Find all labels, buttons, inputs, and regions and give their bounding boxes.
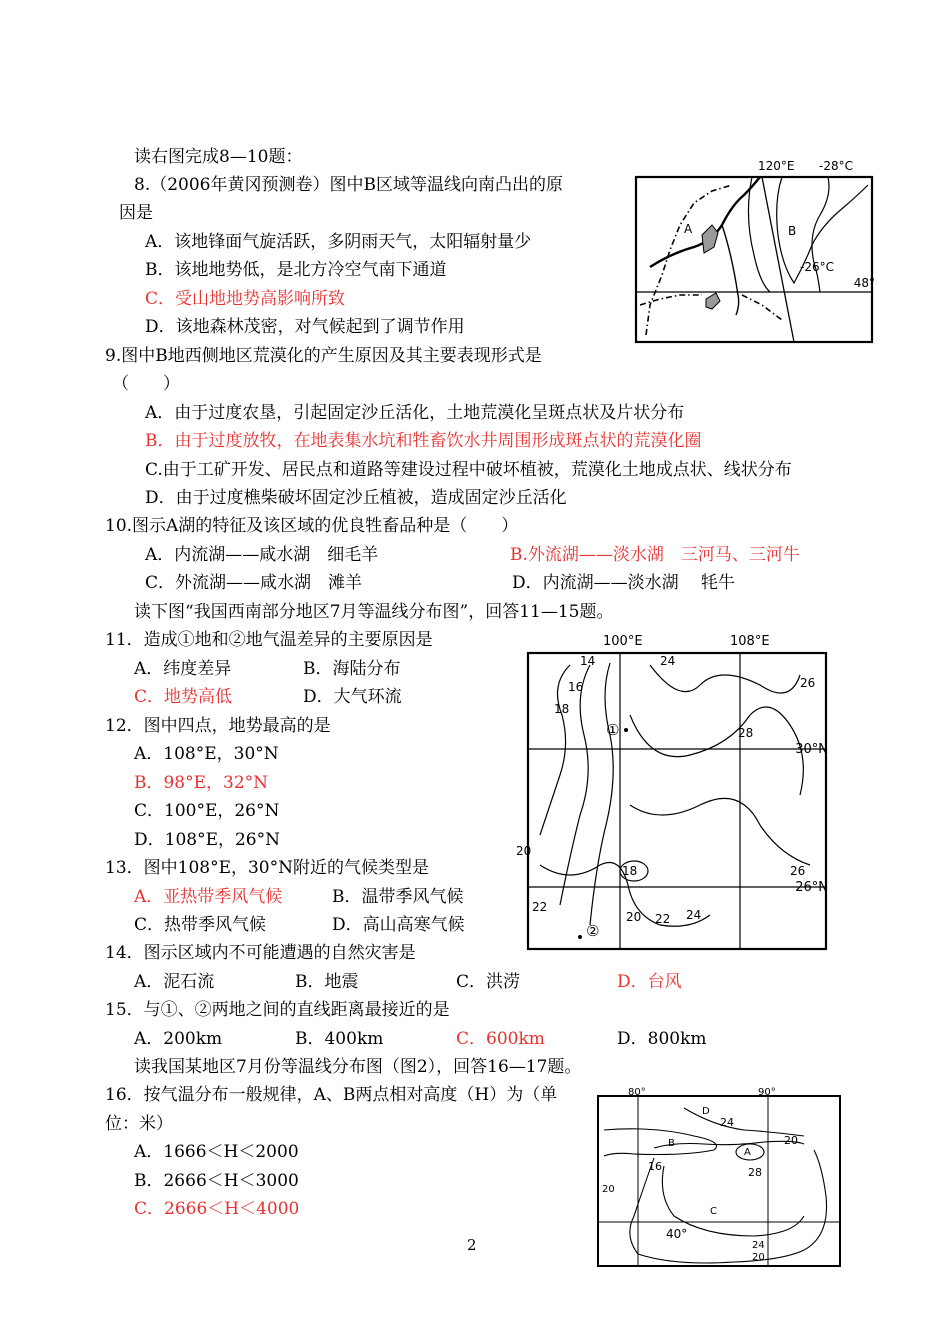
q14-option-b: B．地震 [295,972,359,992]
map1-iso-top: -28°C [819,159,853,173]
q9-option-a: A．由于过度农垦，引起固定沙丘活化，土地荒漠化呈斑点状及片状分布 [145,403,685,423]
svg-text:20: 20 [626,910,642,924]
q11-option-c-answer: C．地势高低 [134,687,233,707]
svg-text:A: A [744,1147,751,1158]
q8-option-a: A．该地锋面气旋活跃，多阴雨天气，太阳辐射量少 [145,232,532,252]
q14-option-a: A．泥石流 [134,972,215,992]
svg-text:24: 24 [686,908,702,922]
svg-text:20: 20 [602,1184,615,1195]
q15-option-d: D．800km [617,1029,707,1049]
map2-point-1: ① [606,721,620,739]
q15-option-c-answer: C．600km [456,1029,545,1049]
q13-option-a-answer: A．亚热带季风气候 [134,887,283,907]
svg-text:20: 20 [752,1252,765,1263]
intro-q16-17: 读我国某地区7月份等温线分布图（图2），回答16—17题。 [134,1057,582,1077]
q12-option-a: A．108°E，30°N [134,744,279,764]
map3-lon1: 80° [628,1087,646,1098]
map1-point-b: B [788,224,797,238]
q12-option-c: C．100°E，26°N [134,801,280,821]
map2-lon1: 100°E [603,634,643,649]
map3-lon2: 90° [758,1087,776,1098]
q11-option-b: B．海陆分布 [303,659,401,679]
map2-lon2: 108°E [730,634,770,649]
q8-option-c-answer: C．受山地地势高影响所致 [145,289,346,309]
map1-lon-label: 120°E [758,159,795,173]
q10-option-d: D．内流湖——淡水湖 牦牛 [512,573,736,593]
map1-lat-label: 48° [853,276,875,290]
svg-text:24: 24 [660,654,676,668]
q13-option-d: D．高山高寒气候 [332,915,465,935]
svg-text:18: 18 [554,702,570,716]
intro-q11-15: 读下图“我国西南部分地区7月等温线分布图”，回答11—15题。 [134,602,614,622]
svg-text:22: 22 [532,900,548,914]
svg-text:40°: 40° [666,1227,688,1241]
question-14: 14．图示区域内不可能遭遇的自然灾害是 [105,943,416,963]
q16-option-a: A．1666＜H＜2000 [134,1142,299,1162]
intro-q8-10: 读右图完成8—10题： [134,147,303,167]
q10-option-a: A．内流湖——咸水湖 细毛羊 [145,545,379,565]
map2-lat2: 26°N [795,880,828,895]
q8-option-d: D．该地森林茂密，对气候起到了调节作用 [145,317,465,337]
q8-option-b: B．该地地势低，是北方冷空气南下通道 [145,260,447,280]
svg-text:20: 20 [516,844,532,858]
svg-text:C: C [710,1206,717,1217]
q9-option-c: C.由于工矿开发、居民点和道路等建设过程中破坏植被，荒漠化土地成点状、线状分布 [145,460,792,480]
svg-text:28: 28 [738,726,754,740]
question-9-paren: （ ） [112,374,180,394]
q12-option-b-answer: B．98°E，32°N [134,773,269,793]
map-isotherms-northeast [632,155,876,345]
q14-option-d-answer: D．台风 [617,972,682,992]
question-15: 15．与①、②两地之间的直线距离最接近的是 [105,1000,450,1020]
svg-text:28: 28 [748,1166,762,1179]
question-12: 12．图中四点，地势最高的是 [105,716,331,736]
q9-option-d: D．由于过度樵柴破坏固定沙丘植被，造成固定沙丘活化 [145,488,567,508]
q13-option-b: B．温带季风气候 [332,887,464,907]
page-number: 2 [467,1236,477,1254]
q12-option-d: D．108°E，26°N [134,830,280,850]
svg-text:26: 26 [790,864,806,878]
svg-text:24: 24 [752,1240,765,1251]
question-16: 16．按气温分布一般规律，A、B两点相对高度（H）为（单 [105,1085,558,1105]
map2-lat1: 30°N [795,742,828,757]
map1-iso-mid: -26°C [800,260,834,274]
q14-option-c: C．洪涝 [456,972,521,992]
q15-option-b: B．400km [295,1029,384,1049]
svg-text:18: 18 [622,864,638,878]
q10-option-b-answer: B.外流湖——淡水湖 三河马、三河牛 [510,545,800,565]
question-9: 9.图中B地西侧地区荒漠化的产生原因及其主要表现形式是 [105,346,542,366]
question-10: 10.图示A湖的特征及该区域的优良牲畜品种是（ ） [105,516,519,536]
svg-text:26: 26 [800,676,816,690]
q15-option-a: A．200km [134,1029,223,1049]
q9-option-b-answer: B．由于过度放牧，在地表集水坑和牲畜饮水井周围形成斑点状的荒漠化圈 [145,431,702,451]
svg-text:14: 14 [580,654,596,668]
q11-option-d: D．大气环流 [303,687,402,707]
map1-lake-a [702,225,718,253]
question-8: 8.（2006年黄冈预测卷）图中B区域等温线向南凸出的原 [134,175,563,195]
q16-option-b: B．2666＜H＜3000 [134,1171,299,1191]
map1-point-a: A [684,222,693,236]
svg-text:16: 16 [568,680,584,694]
svg-text:16: 16 [648,1160,662,1173]
q16-option-c-answer: C．2666＜H＜4000 [134,1199,300,1219]
map-isotherms-southwest [510,625,830,955]
question-13: 13．图中108°E，30°N附近的气候类型是 [105,858,429,878]
svg-text:B: B [668,1138,675,1149]
q10-option-c: C．外流湖——咸水湖 滩羊 [145,573,363,593]
svg-text:D: D [702,1106,710,1117]
map-isotherms-figure2 [594,1086,844,1268]
question-16-cont: 位：米） [105,1114,173,1134]
svg-text:24: 24 [720,1116,734,1129]
question-11: 11．造成①地和②地气温差异的主要原因是 [105,630,433,650]
question-8-cont: 因是 [119,203,153,223]
q13-option-c: C．热带季风气候 [134,915,267,935]
q11-option-a: A．纬度差异 [134,659,232,679]
svg-text:20: 20 [784,1134,798,1147]
map2-point-2: ② [586,922,600,940]
svg-text:22: 22 [655,912,671,926]
